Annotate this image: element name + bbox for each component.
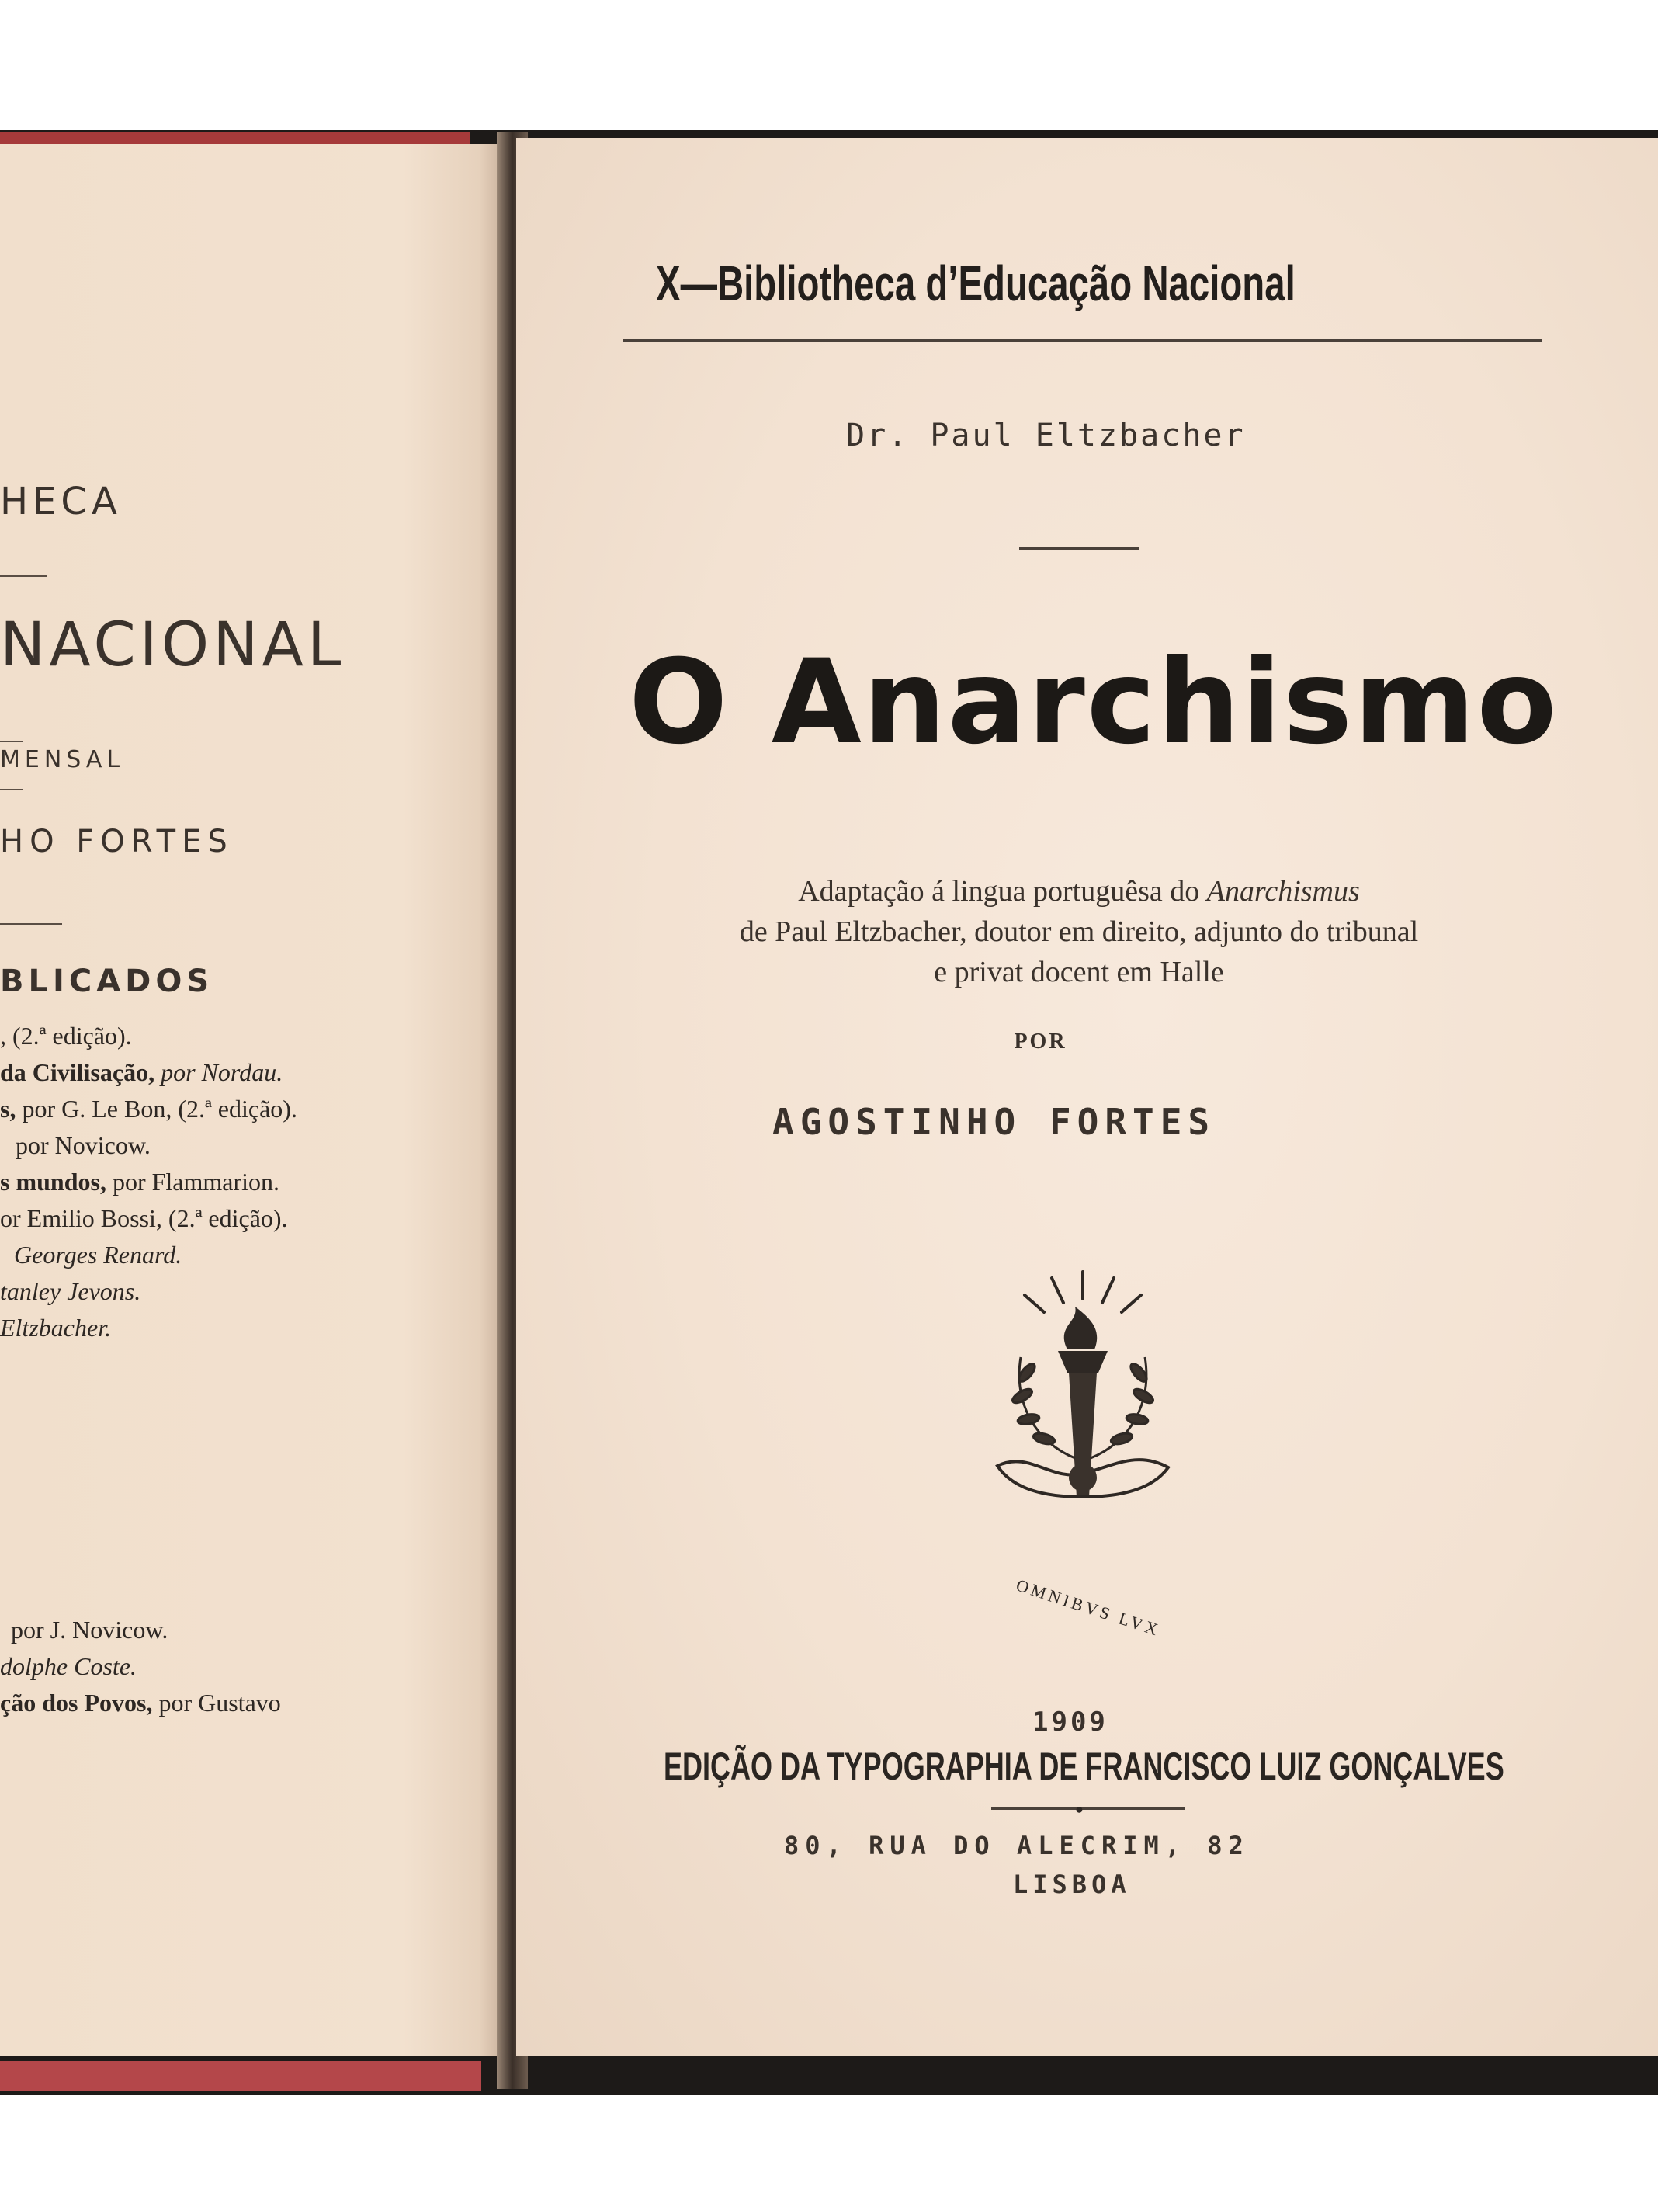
list-item: por Novicow. bbox=[16, 1131, 151, 1159]
cover-edge-bottom bbox=[0, 2061, 481, 2091]
left-heading-3: MENSAL bbox=[0, 746, 125, 773]
left-heading-1: HECA bbox=[0, 480, 122, 523]
list-item: ção dos Povos, por Gustavo bbox=[0, 1689, 281, 1717]
left-rule-2 bbox=[0, 741, 23, 742]
subtitle-line-1: Adaptação á lingua portuguêsa do Anarchismus bbox=[798, 875, 1360, 908]
left-list-2 bbox=[0, 1616, 281, 1725]
left-heading-5: BLICADOS bbox=[0, 964, 214, 999]
publisher-rule bbox=[991, 1807, 1185, 1810]
emblem-motto: OMNIBVS LVX bbox=[1014, 1575, 1164, 1641]
list-item: da Civilisação, por Nordau. bbox=[0, 1058, 283, 1086]
series-rule bbox=[623, 339, 1542, 342]
left-heading-4: HO FORTES bbox=[0, 824, 234, 859]
list-item: , (2.ª edição). bbox=[0, 1022, 132, 1050]
author-rule bbox=[1019, 547, 1139, 550]
left-page bbox=[0, 144, 505, 2056]
author-name: Dr. Paul Eltzbacher bbox=[846, 418, 1246, 453]
publisher-line: EDIÇÃO DA TYPOGRAPHIA DE FRANCISCO LUIZ GONÇALVES bbox=[664, 1745, 1504, 1788]
series-title: X—Bibliotheca d’Educação Nacional bbox=[656, 255, 1296, 311]
left-rule-1 bbox=[0, 575, 47, 577]
list-item: dolphe Coste. bbox=[0, 1652, 137, 1680]
list-item: or Emilio Bossi, (2.ª edição). bbox=[0, 1204, 288, 1232]
rule-ornament-icon: ● bbox=[1075, 1801, 1084, 1817]
left-list bbox=[0, 1022, 297, 1350]
left-rule-3 bbox=[0, 789, 23, 790]
subtitle-line-3: e privat docent em Halle bbox=[934, 956, 1224, 988]
left-rule-4 bbox=[0, 923, 62, 925]
list-item: Eltzbacher. bbox=[0, 1314, 112, 1342]
torch-emblem-icon bbox=[966, 1264, 1199, 1582]
publisher-city: LISBOA bbox=[1013, 1870, 1131, 1899]
subtitle-line-2: de Paul Eltzbacher, doutor em direito, adjunto do tribunal bbox=[739, 915, 1419, 948]
por-label: POR bbox=[1014, 1030, 1067, 1054]
list-item: por J. Novicow. bbox=[11, 1616, 168, 1644]
list-item: Georges Renard. bbox=[14, 1241, 182, 1269]
left-heading-2: NACIONAL bbox=[0, 610, 345, 680]
translator-name: AGOSTINHO FORTES bbox=[772, 1101, 1216, 1143]
book-title: O Anarchismo bbox=[629, 635, 1559, 770]
list-item: s, por G. Le Bon, (2.ª edição). bbox=[0, 1095, 297, 1123]
list-item: s mundos, por Flammarion. bbox=[0, 1168, 280, 1196]
right-page bbox=[516, 138, 1658, 2056]
list-item: tanley Jevons. bbox=[0, 1277, 141, 1305]
publisher-address: 80, RUA DO ALECRIM, 82 bbox=[784, 1831, 1250, 1860]
publication-year: 1909 bbox=[1032, 1707, 1108, 1738]
